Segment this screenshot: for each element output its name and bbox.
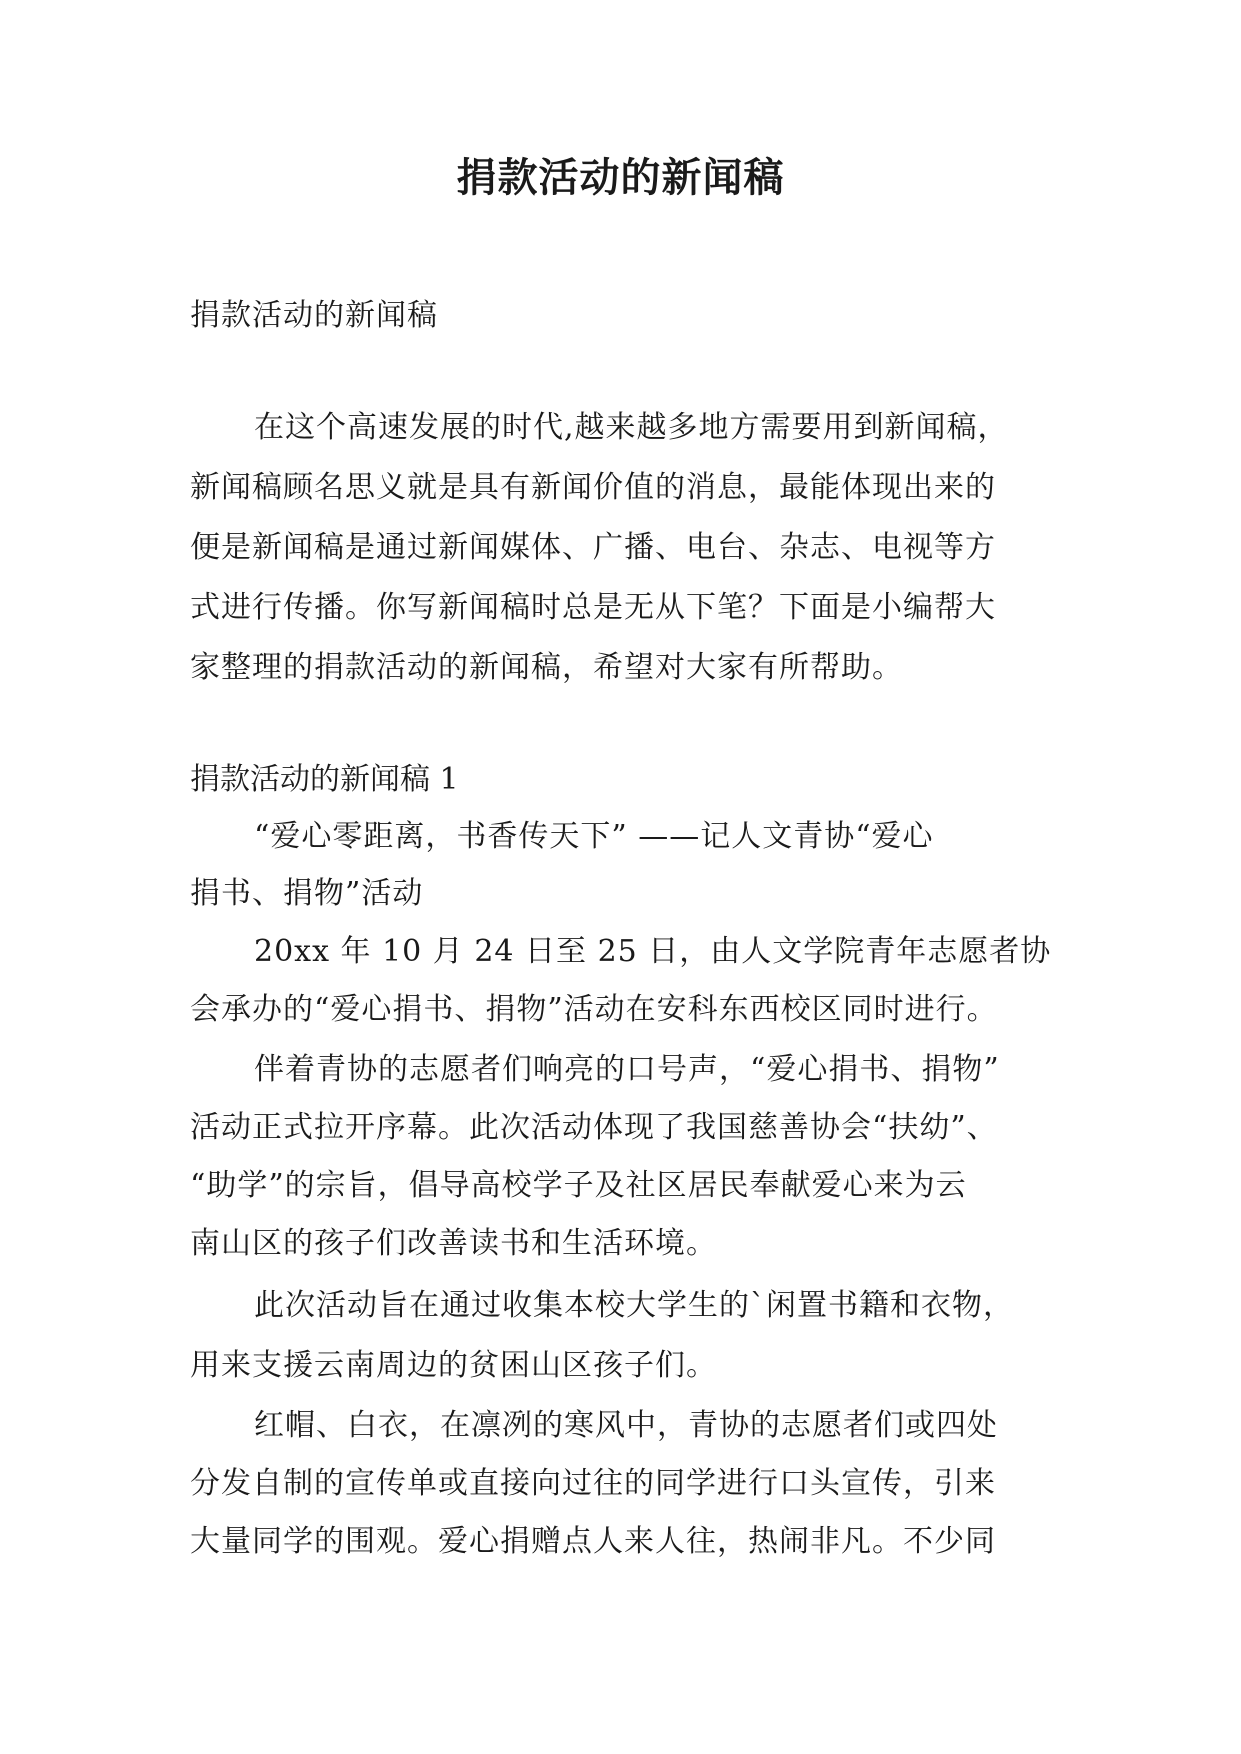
section-line: 伴着青协的志愿者们响亮的口号声，“爱心捐书、捐物” [254,1052,1000,1087]
intro-line: 便是新闻稿是通过新闻媒体、广播、电台、杂志、电视等方 [190,530,996,565]
section-line: 会承办的“爱心捐书、捐物”活动在安科东西校区同时进行。 [190,992,998,1027]
section-line: 红帽、白衣，在凛冽的寒风中，青协的志愿者们或四处 [254,1408,998,1443]
section-line: 大量同学的围观。爱心捐赠点人来人往，热闹非凡。不少同 [190,1524,996,1559]
intro-line: 新闻稿顾名思义就是具有新闻价值的消息，最能体现出来的 [190,470,996,505]
intro-line: 在这个高速发展的时代,越来越多地方需要用到新闻稿， [254,410,1009,445]
section-line: 活动正式拉开序幕。此次活动体现了我国慈善协会“扶幼”、 [190,1110,998,1145]
document-subtitle: 捐款活动的新闻稿 [190,298,438,333]
section-line: 分发自制的宣传单或直接向过往的同学进行口头宣传，引来 [190,1466,996,1501]
section-line: 20xx 年 10 月 24 日至 25 日，由人文学院青年志愿者协 [254,934,1052,969]
section-line: 此次活动旨在通过收集本校大学生的`闲置书籍和衣物， [254,1288,1014,1323]
intro-line: 家整理的捐款活动的新闻稿，希望对大家有所帮助。 [190,650,903,685]
section-line: 南山区的孩子们改善读书和生活环境。 [190,1226,717,1261]
section-line: 用来支援云南周边的贫困山区孩子们。 [190,1348,717,1383]
section-line: “爱心零距离，书香传天下” ——记人文青协“爱心 [254,819,934,854]
section-line: “助学”的宗旨，倡导高校学子及社区居民奉献爱心来为云 [190,1168,967,1203]
section-heading: 捐款活动的新闻稿 1 [190,762,459,797]
document-title: 捐款活动的新闻稿 [456,155,785,201]
section-line: 捐书、捐物”活动 [190,876,424,911]
intro-line: 式进行传播。你写新闻稿时总是无从下笔？下面是小编帮大 [190,590,996,625]
